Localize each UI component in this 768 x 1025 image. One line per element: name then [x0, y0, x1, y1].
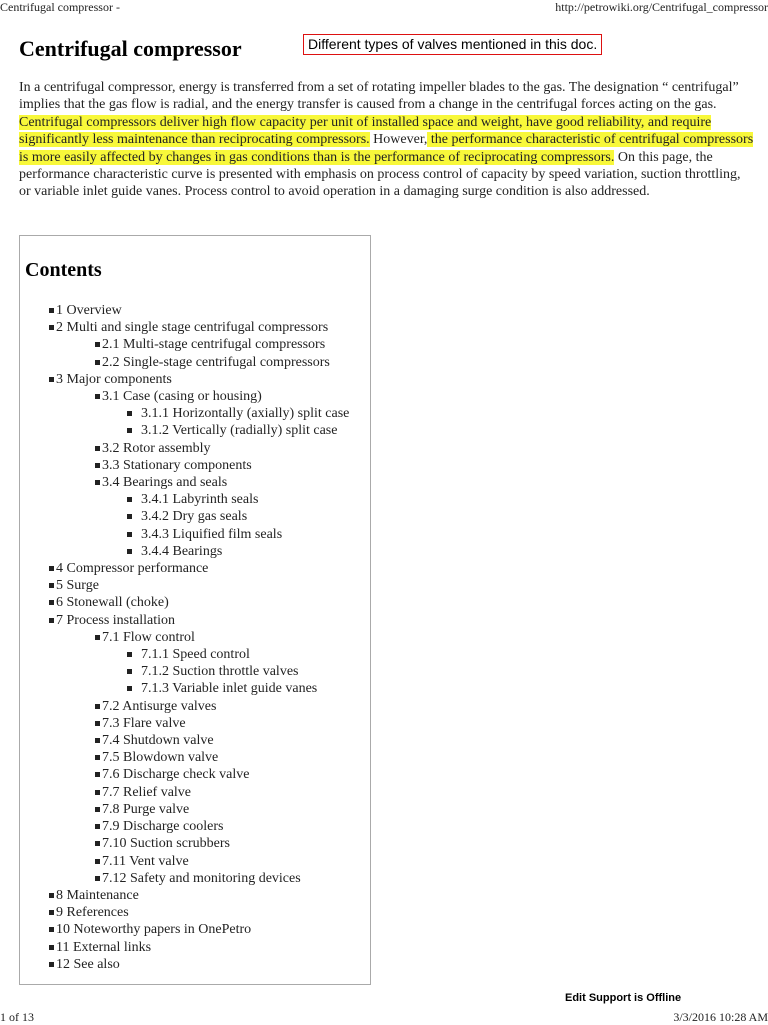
toc-item[interactable] — [20, 560, 349, 577]
toc-item-label: 7.2 Antisurge valves — [102, 698, 217, 714]
bullet-icon — [49, 910, 54, 915]
toc-item-label: 3.4 Bearings and seals — [102, 475, 228, 491]
toc-item-label: 2 Multi and single stage centrifugal compressors — [56, 320, 329, 336]
toc-item[interactable] — [20, 371, 349, 388]
highlight-1: Centrifugal compressors deliver high flow capacity per unit of installed space and weight, have good reliability, and require significantly less maintenance than reciprocating compressors. — [19, 114, 712, 148]
toc-item-label: 9 References — [56, 905, 129, 921]
toc-item[interactable] — [20, 921, 349, 938]
page-number: 1 of 13 — [0, 1010, 34, 1024]
toc-item[interactable] — [20, 749, 349, 766]
toc-item[interactable] — [20, 405, 349, 422]
toc-item[interactable] — [20, 354, 349, 371]
toc-item[interactable] — [20, 939, 349, 956]
toc-item-label: 7.7 Relief valve — [102, 784, 192, 800]
bullet-icon — [95, 721, 100, 726]
toc-item-label: 3.1.1 Horizontally (axially) split case — [141, 406, 350, 422]
toc-item[interactable] — [20, 474, 349, 491]
toc-item-label: 7.4 Shutdown valve — [102, 733, 214, 749]
toc-item[interactable] — [20, 887, 349, 904]
toc-item-label: 7.1 Flow control — [102, 629, 195, 645]
toc-item-label: 3.1.2 Vertically (radially) split case — [141, 423, 338, 439]
toc-item-label: 3 Major components — [56, 371, 172, 387]
bullet-icon — [95, 635, 100, 640]
toc-item-label: 3.4.4 Bearings — [141, 543, 223, 559]
bullet-icon — [127, 514, 132, 519]
toc-item[interactable] — [20, 388, 349, 405]
toc-item-label: 7.8 Purge valve — [102, 801, 190, 817]
toc-item[interactable] — [20, 491, 349, 508]
toc-item[interactable] — [20, 440, 349, 457]
toc-item[interactable] — [20, 835, 349, 852]
highlight-2: the performance characteristic of centrifugal compressors is more easily affected by changes in gas conditions than is the performance of reciprocating compressors. — [19, 132, 754, 165]
toc-item-label: 5 Surge — [56, 578, 99, 594]
toc-item-label: 2.2 Single-stage centrifugal compressors — [102, 354, 330, 370]
toc-item[interactable] — [20, 612, 349, 629]
toc-item[interactable] — [20, 870, 349, 887]
toc-item-label: 7.1.1 Speed control — [141, 647, 250, 663]
toc-item-label: 12 See also — [56, 956, 120, 972]
bullet-icon — [49, 618, 54, 623]
toc-item[interactable] — [20, 715, 349, 732]
bullet-icon — [49, 893, 54, 898]
toc-item-label: 7.1.2 Suction throttle valves — [141, 664, 299, 680]
toc-item[interactable] — [20, 543, 349, 560]
bullet-icon — [127, 497, 132, 502]
toc-item-label: 7.12 Safety and monitoring devices — [102, 870, 301, 886]
bullet-icon — [49, 566, 54, 571]
toc-item-label: 10 Noteworthy papers in OnePetro — [56, 922, 252, 938]
bullet-icon — [49, 583, 54, 588]
toc-item-label: 7.6 Discharge check valve — [102, 767, 250, 783]
bullet-icon — [127, 652, 132, 657]
toc-item-label: 3.4.1 Labyrinth seals — [141, 492, 259, 508]
bullet-icon — [49, 962, 54, 967]
bullet-icon — [95, 463, 100, 468]
toc-item-label: 3.4.2 Dry gas seals — [141, 509, 248, 525]
toc-item-label: 7.3 Flare valve — [102, 715, 186, 731]
bullet-icon — [95, 446, 100, 451]
article-title: Centrifugal compressor — [19, 36, 242, 61]
bullet-icon — [127, 411, 132, 416]
toc-item-label: 7.10 Suction scrubbers — [102, 836, 230, 852]
toc-item[interactable] — [20, 336, 349, 353]
toc-item[interactable] — [20, 732, 349, 749]
bullet-icon — [49, 600, 54, 605]
toc-item-label: 11 External links — [56, 939, 152, 955]
table-of-contents — [19, 235, 371, 985]
toc-item-label: 3.1 Case (casing or housing) — [102, 389, 262, 405]
bullet-icon — [95, 360, 100, 365]
bullet-icon — [127, 686, 132, 691]
toc-item-label: 3.2 Rotor assembly — [102, 440, 211, 456]
toc-item-label: 3.4.3 Liquified film seals — [141, 526, 283, 542]
toc-item[interactable] — [20, 508, 349, 525]
toc-item[interactable] — [20, 577, 349, 594]
toc-item-label: 8 Maintenance — [56, 887, 139, 903]
toc-title: Contents — [25, 259, 102, 281]
toc-item-label: 7.9 Discharge coolers — [102, 819, 224, 835]
toc-item[interactable] — [20, 956, 349, 973]
bullet-icon — [95, 342, 100, 347]
toc-item[interactable] — [20, 319, 349, 336]
toc-list — [20, 302, 349, 973]
toc-item-label: 7.5 Blowdown valve — [102, 750, 219, 766]
print-page-url[interactable]: http://petrowiki.org/Centrifugal_compressor — [555, 0, 768, 14]
print-page-title: Centrifugal compressor - — [0, 0, 120, 14]
toc-item[interactable] — [20, 698, 349, 715]
bullet-icon — [49, 377, 54, 382]
intro-text-1: In a centrifugal compressor, energy is transferred from a set of rotating impeller blades to the gas. The designation “ centrifugal” implies that the gas flow is radial, and the energy transfer is caused from a change in the centrifugal forces acting on the gas. — [19, 80, 739, 113]
support-status: Edit Support is Offline — [565, 992, 682, 1004]
toc-item-label: 6 Stonewall (choke) — [56, 595, 169, 611]
toc-item-label: 7.11 Vent valve — [102, 853, 189, 869]
bullet-icon — [95, 841, 100, 846]
toc-item[interactable] — [20, 680, 349, 697]
toc-item[interactable] — [20, 766, 349, 783]
toc-item[interactable] — [20, 302, 349, 319]
bullet-icon — [49, 927, 54, 932]
bullet-icon — [95, 859, 100, 864]
toc-item[interactable] — [20, 663, 349, 680]
toc-item[interactable] — [20, 818, 349, 835]
bullet-icon — [95, 394, 100, 399]
toc-item-label: 3.3 Stationary components — [102, 457, 252, 473]
toc-item[interactable] — [20, 853, 349, 870]
bullet-icon — [95, 790, 100, 795]
bullet-icon — [49, 945, 54, 950]
bullet-icon — [127, 549, 132, 554]
toc-item-label: 7 Process installation — [56, 612, 175, 628]
toc-item[interactable] — [20, 422, 349, 439]
toc-item-label: 1 Overview — [56, 303, 122, 318]
bullet-icon — [95, 755, 100, 760]
bullet-icon — [95, 824, 100, 829]
bullet-icon — [127, 669, 132, 674]
toc-item-label: 7.1.3 Variable inlet guide vanes — [141, 681, 318, 697]
intro-paragraph — [19, 79, 754, 201]
toc-item[interactable] — [20, 629, 349, 646]
toc-item-label: 2.1 Multi-stage centrifugal compressors — [102, 337, 326, 353]
toc-item[interactable] — [20, 784, 349, 801]
bullet-icon — [95, 704, 100, 709]
toc-item[interactable] — [20, 594, 349, 611]
bullet-icon — [95, 807, 100, 812]
toc-item[interactable] — [20, 801, 349, 818]
toc-item[interactable] — [20, 904, 349, 921]
bullet-icon — [49, 325, 54, 330]
toc-item[interactable] — [20, 526, 349, 543]
toc-item[interactable] — [20, 457, 349, 474]
intro-text-2: However, — [369, 132, 428, 148]
toc-item-label: 4 Compressor performance — [56, 561, 209, 577]
bullet-icon — [95, 772, 100, 777]
bullet-icon — [95, 480, 100, 485]
bullet-icon — [127, 428, 132, 433]
print-timestamp: 3/3/2016 10:28 AM — [673, 1010, 768, 1024]
bullet-icon — [95, 738, 100, 743]
bullet-icon — [95, 876, 100, 881]
toc-item[interactable] — [20, 646, 349, 663]
intro-text-3: On this page, the performance characteristic curve is presented with emphasis on process control of capacity by speed variation, suction throttling, or variable inlet guide vanes. Process control to avoid operation in a damaging surge condition is also addressed. — [19, 149, 741, 200]
bullet-icon — [49, 308, 54, 313]
bullet-icon — [127, 532, 132, 537]
annotation-note: Different types of valves mentioned in this doc. — [303, 34, 602, 55]
